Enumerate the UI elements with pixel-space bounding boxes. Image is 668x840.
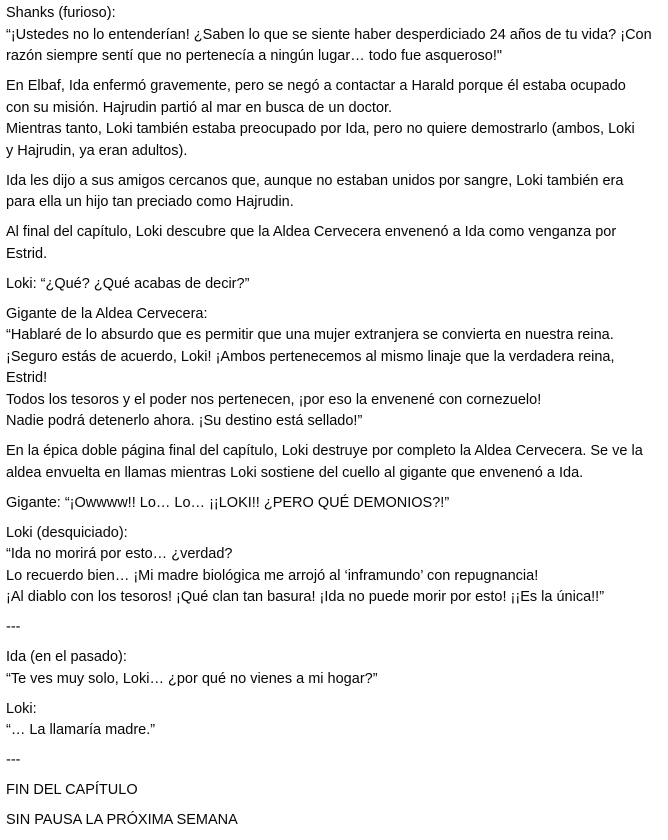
- paragraph-shanks: [6, 3, 666, 68]
- speaker-label: Loki (desquiciado):: [6, 524, 128, 541]
- speaker-label: Gigante de la Aldea Cervecera:: [6, 305, 208, 322]
- text-line: ¡Seguro estás de acuerdo, Loki! ¡Ambos pertenecemos al mismo linaje que la verdadera reina,: [6, 348, 615, 365]
- separator: [6, 750, 666, 772]
- text-line: Nadie podrá detenerlo ahora. ¡Su destino está sellado!”: [6, 413, 363, 429]
- speaker-label: Ida (en el pasado):: [6, 649, 127, 665]
- text-line: para ella un hijo tan preciado como Hajrudin.: [6, 194, 294, 210]
- separator-text: ---: [6, 752, 21, 768]
- text-line: razón siempre sentí que no pertenecía a ningún lugar… todo fue asqueroso!": [6, 48, 503, 64]
- text-line: Loki: “¿Qué? ¿Qué acabas de decir?”: [6, 275, 250, 292]
- text-line: “Hablaré de lo absurdo que es permitir que una mujer extranjera se convierta en nuestra reina.: [6, 327, 614, 343]
- text-line: “… La llamaría madre.”: [6, 722, 156, 738]
- separator: [6, 617, 666, 639]
- text-line: Ida les dijo a sus amigos cercanos que, aunque no estaban unidos por sangre, Loki también era: [6, 172, 624, 189]
- paragraph-end-chapter: [6, 780, 666, 802]
- text-line: Al final del capítulo, Loki descubre que la Aldea Cervecera envenenó a Ida como venganza por: [6, 224, 617, 240]
- paragraph-giant-speech: [6, 304, 666, 433]
- separator-text: ---: [6, 619, 21, 635]
- text-line: “¡Ustedes no lo entenderían! ¿Saben lo que se siente haber desperdiciado 24 años de tu vida? ¡Con: [6, 26, 652, 43]
- text-line: En la épica doble página final del capítulo, Loki destruye por completo la Aldea Cervecera. Se ve la: [6, 443, 643, 459]
- text-line: Estrid.: [6, 245, 48, 262]
- paragraph-ida-friends: [6, 171, 666, 214]
- text-line: Mientras tanto, Loki también estaba preocupado por Ida, pero no quiere demostrarlo (ambos, Loki: [6, 121, 635, 137]
- text-line: SIN PAUSA LA PRÓXIMA SEMANA: [6, 812, 238, 828]
- text-line: y Hajrudin, ya eran adultos).: [6, 142, 188, 159]
- post-text-body: [6, 3, 666, 840]
- text-line: Lo recuerdo bien… ¡Mi madre biológica me arrojó al ‘inframundo’ con repugnancia!: [6, 567, 539, 584]
- text-line: Todos los tesoros y el poder nos pertenecen, ¡por eso la envenené con cornezuelo!: [6, 391, 542, 408]
- paragraph-elbaf: [6, 76, 666, 162]
- text-line: con su misión. Hajrudin partió al mar en busca de un doctor.: [6, 99, 393, 116]
- paragraph-giant-scream: [6, 493, 666, 515]
- speaker-label: Loki:: [6, 700, 37, 717]
- text-line: FIN DEL CAPÍTULO: [6, 782, 138, 798]
- paragraph-loki-mother: [6, 699, 666, 742]
- paragraph-next-week: [6, 810, 666, 832]
- paragraph-loki-unhinged: [6, 523, 666, 609]
- speaker-label: Shanks (furioso):: [6, 5, 116, 21]
- text-line: ¡Al diablo con los tesoros! ¡Qué clan tan basura! ¡Ida no puede morir por esto! ¡¡Es la única!!”: [6, 589, 605, 605]
- text-line: En Elbaf, Ida enfermó gravemente, pero se negó a contactar a Harald porque él estaba ocupado: [6, 78, 626, 94]
- text-line: Estrid!: [6, 370, 48, 386]
- paragraph-double-page: [6, 441, 666, 484]
- text-line: “Te ves muy solo, Loki… ¿por qué no vienes a mi hogar?”: [6, 670, 378, 687]
- text-line: “Ida no morirá por esto… ¿verdad?: [6, 546, 233, 562]
- text-line: aldea envuelta en llamas mientras Loki sostiene del cuello al gigante que envenenó a Ida.: [6, 464, 584, 481]
- paragraph-loki-question: [6, 274, 666, 296]
- paragraph-ida-past: [6, 647, 666, 690]
- text-line: Gigante: “¡Owwww!! Lo… Lo… ¡¡LOKI!! ¿PERO QUÉ DEMONIOS?!”: [6, 494, 450, 511]
- paragraph-chapter-end: [6, 222, 666, 265]
